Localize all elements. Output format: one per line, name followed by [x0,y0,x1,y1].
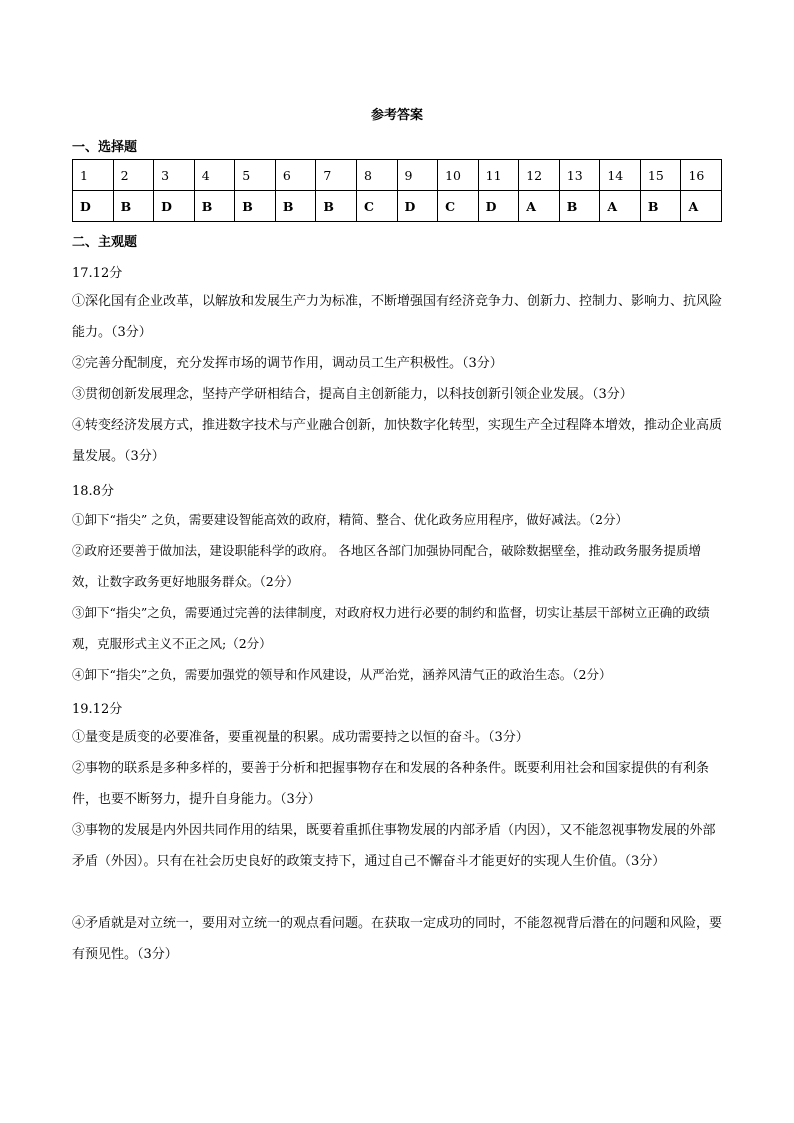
section-heading-subjective: 二、主观题 [72,235,138,250]
section-heading-choice: 一、选择题 [72,140,138,155]
answer-cell: A [681,191,722,222]
question-number: 7 [316,160,357,191]
answer-point: ①量变是质变的必要准备，要重视量的积累。成功需要持之以恒的奋斗。（3分） [72,730,529,745]
answer-cell: B [113,191,154,222]
answer-cell: B [275,191,316,222]
answer-point: ②完善分配制度，充分发挥市场的调节作用，调动员工生产积极性。（3分） [72,356,503,371]
question-number: 5 [235,160,276,191]
question-number: 13 [559,160,600,191]
answer-cell: C [438,191,479,222]
answer-point: ③贯彻创新发展理念，坚持产学研相结合，提高自主创新能力，以科技创新引领企业发展。（3分） [72,387,633,402]
question-17-heading: 17.12分 [72,266,123,281]
answer-cell: D [73,191,114,222]
question-number: 6 [275,160,316,191]
answer-point: ④转变经济发展方式，推进数字技术与产业融合创新，加快数字化转型，实现生产全过程降本增效，推动企业高质量发展。（3分） [72,418,723,464]
answer-cell: B [316,191,357,222]
answer-point: ①深化国有企业改革，以解放和发展生产力为标准，不断增强国有经济竞争力、创新力、控制力、影响力、抗风险能力。（3分） [72,294,723,340]
answer-point: ③卸下“指尖”之负，需要通过完善的法律制度，对政府权力进行必要的制约和监督，切实让基层干部树立正确的政绩观，克服形式主义不正之风;（2分） [72,605,710,651]
question-number: 8 [356,160,397,191]
answer-cell: A [600,191,641,222]
question-number: 16 [681,160,722,191]
question-number: 4 [194,160,235,191]
question-number: 11 [478,160,519,191]
answer-cell: B [640,191,681,222]
question-18-heading: 18.8分 [72,484,114,499]
table-row-numbers [73,160,722,191]
table-row-answers [73,191,722,222]
question-number: 3 [154,160,195,191]
answer-cell: B [559,191,600,222]
question-number: 12 [519,160,560,191]
page-title: 参考答案 [370,108,423,123]
answer-cell: B [194,191,235,222]
answer-cell: D [478,191,519,222]
answer-cell: B [235,191,276,222]
answer-cell: C [356,191,397,222]
answer-point: ④矛盾就是对立统一，要用对立统一的观点看问题。在获取一定成功的同时，不能忽视背后潜在的问题和风险，要有预见性。（3分） [72,916,723,962]
answer-point: ②事物的联系是多种多样的，要善于分析和把握事物存在和发展的各种条件。既要利用社会和国家提供的有利条件，也要不断努力，提升自身能力。（3分） [72,761,710,807]
question-19-heading: 19.12分 [72,702,123,717]
question-number: 14 [600,160,641,191]
answer-point: ③事物的发展是内外因共同作用的结果，既要着重抓住事物发展的内部矛盾（内因），又不能忽视事物发展的外部矛盾（外因）。只有在社会历史良好的政策支持下，通过自己不懈奋斗才能更好的实现人生价值。（3分） [72,823,716,869]
answer-point: ④卸下“指尖”之负，需要加强党的领导和作风建设，从严治党，涵养风清气正的政治生态。（2分） [72,667,612,682]
question-number: 15 [640,160,681,191]
answer-cell: D [397,191,438,222]
answer-table [72,159,722,222]
answer-point: ②政府还要善于做加法，建设职能科学的政府。 各地区各部门加强协同配合，破除数据壁垒，推动政务服务提质增效，让数字政务更好地服务群众。（2分） [72,543,701,589]
answer-cell: A [519,191,560,222]
question-number: 1 [73,160,114,191]
question-number: 10 [438,160,479,191]
answer-cell: D [154,191,195,222]
answer-point: ①卸下“指尖” 之负，需要建设智能高效的政府，精简、整合、优化政务应用程序，做好减法。（2分） [72,512,628,527]
question-number: 2 [113,160,154,191]
question-number: 9 [397,160,438,191]
